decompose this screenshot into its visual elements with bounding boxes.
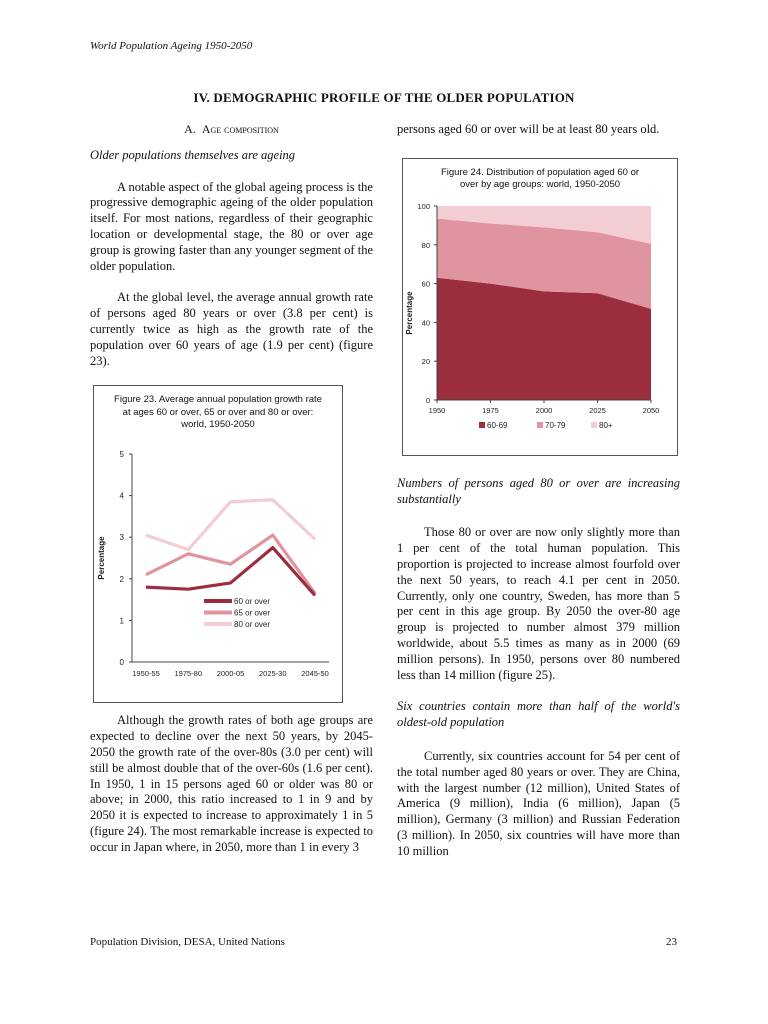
- y-tick-label: 1: [119, 616, 124, 626]
- legend-label: 80 or over: [234, 619, 271, 629]
- running-header: World Population Ageing 1950-2050: [90, 40, 253, 52]
- legend-label: 60-69: [487, 420, 508, 430]
- page-title: IV. DEMOGRAPHIC PROFILE OF THE OLDER POPULATION: [193, 90, 575, 105]
- y-tick-label: 0: [425, 395, 430, 405]
- legend-swatch: [479, 422, 485, 428]
- paragraph: Those 80 or over are now only slightly more than 1 per cent of the total human population. This proportion is projected to increase almost fourfold over the next 50 years, to reach 4.1 per cent in 2050. Currently, only one country, Sweden, has more than 5 per cent in this age group. By 2050 the over-80 age group is projected to number almost 379 million worldwide, about 5.5 times as many as in 2000 (69 million persons). In 1950, persons over 80 numbered less than 14 million (figure 25).: [397, 525, 680, 682]
- y-tick-label: 3: [119, 533, 124, 543]
- x-tick-label: 1950-55: [132, 668, 160, 678]
- subheading-80-over: Numbers of persons aged 80 or over are increasing substantially: [397, 475, 680, 506]
- x-tick-label: 1975-80: [174, 668, 203, 678]
- legend-swatch: [537, 422, 543, 428]
- y-tick-label: 100: [417, 201, 430, 211]
- y-tick-label: 2: [119, 574, 124, 584]
- y-tick-label: 80: [421, 240, 430, 250]
- legend-label: 65 or over: [234, 608, 271, 618]
- section-letter: A.: [184, 122, 196, 136]
- legend-label: 80+: [599, 420, 613, 430]
- x-tick-label: 2025: [589, 405, 606, 415]
- right-column: [397, 122, 680, 876]
- subheading-six-countries: Six countries contain more than half of the world's oldest-old population: [397, 699, 680, 730]
- y-axis-label: Percentage: [405, 291, 414, 335]
- section-heading: [90, 122, 373, 138]
- y-tick-label: 5: [119, 449, 124, 459]
- paragraph: At the global level, the average annual growth rate of persons aged 80 years or over (3.8 per cent) is currently twice as high as the growth rate of the population over 60 years of age (1.9 per cent) (figure 23).: [90, 290, 373, 368]
- figure-24-chart: [403, 192, 677, 450]
- x-tick-label: 2000-05: [216, 668, 245, 678]
- footer-publisher: Population Division, DESA, United Nations: [90, 936, 285, 948]
- y-tick-label: 4: [119, 491, 124, 501]
- paragraph: Currently, six countries account for 54 per cent of the total number aged 80 years or over. They are China, with the largest number (12 million), United States of America (9 million), India (6 million), Japan (5 million), Germany (3 million) and Russian Federation (3 million). In 2050, six countries will have more than 10 million: [397, 748, 680, 858]
- section-title: Age composition: [201, 122, 279, 136]
- subheading-ageing: Older populations themselves are ageing: [90, 147, 296, 162]
- figure-23: [93, 385, 343, 703]
- figure-23-chart: [94, 432, 342, 694]
- x-tick-label: 2000: [535, 405, 553, 415]
- y-axis-label: Percentage: [97, 536, 106, 580]
- x-tick-label: 1950: [428, 405, 446, 415]
- x-tick-label: 2045-50: [301, 668, 329, 678]
- page-number: 23: [666, 936, 677, 948]
- figure-23-caption: Figure 23. Average annual population growth rate at ages 60 or over, 65 or over and 80 or over: world, 1950-2050: [114, 394, 322, 431]
- legend-label: 70-79: [545, 420, 566, 430]
- paragraph: persons aged 60 or over will be at least 80 years old.: [397, 122, 660, 136]
- x-tick-label: 1975: [482, 405, 499, 415]
- left-column: [90, 118, 373, 872]
- series-line-60-or-over: [146, 547, 315, 595]
- paragraph: Although the growth rates of both age groups are expected to decline over the next 50 years, by 2045-2050 the growth rate of the over-80s (3.0 per cent) will still be almost double that of the over-60s (1.6 per cent). In 1950, 1 in 15 persons aged 60 or older was 80 or above; in 2000, this ratio increased to 1 in 9 and by 2050 it is expected to increase to approximately 1 in 5 (figure 24). The most remarkable increase is expected to occur in Japan where, in 2050, more than 1 in every 3: [90, 713, 373, 854]
- y-tick-label: 20: [421, 356, 430, 366]
- legend-swatch: [591, 422, 597, 428]
- series-line-80-or-over: [146, 500, 315, 550]
- figure-24-caption: Figure 24. Distribution of population aged 60 or over by age groups: world, 1950-2050: [440, 166, 640, 191]
- x-tick-label: 2025-30: [258, 668, 287, 678]
- figure-24: [402, 158, 678, 456]
- legend-label: 60 or over: [234, 596, 271, 606]
- y-tick-label: 40: [421, 318, 430, 328]
- paragraph: A notable aspect of the global ageing process is the progressive demographic ageing of the older population itself. For most nations, regardless of their geographic location or developmental stage, the 80 or over age group is growing faster than any younger segment of the older population.: [90, 179, 373, 273]
- x-tick-label: 2050: [642, 405, 660, 415]
- y-tick-label: 0: [119, 657, 124, 667]
- y-tick-label: 60: [421, 279, 430, 289]
